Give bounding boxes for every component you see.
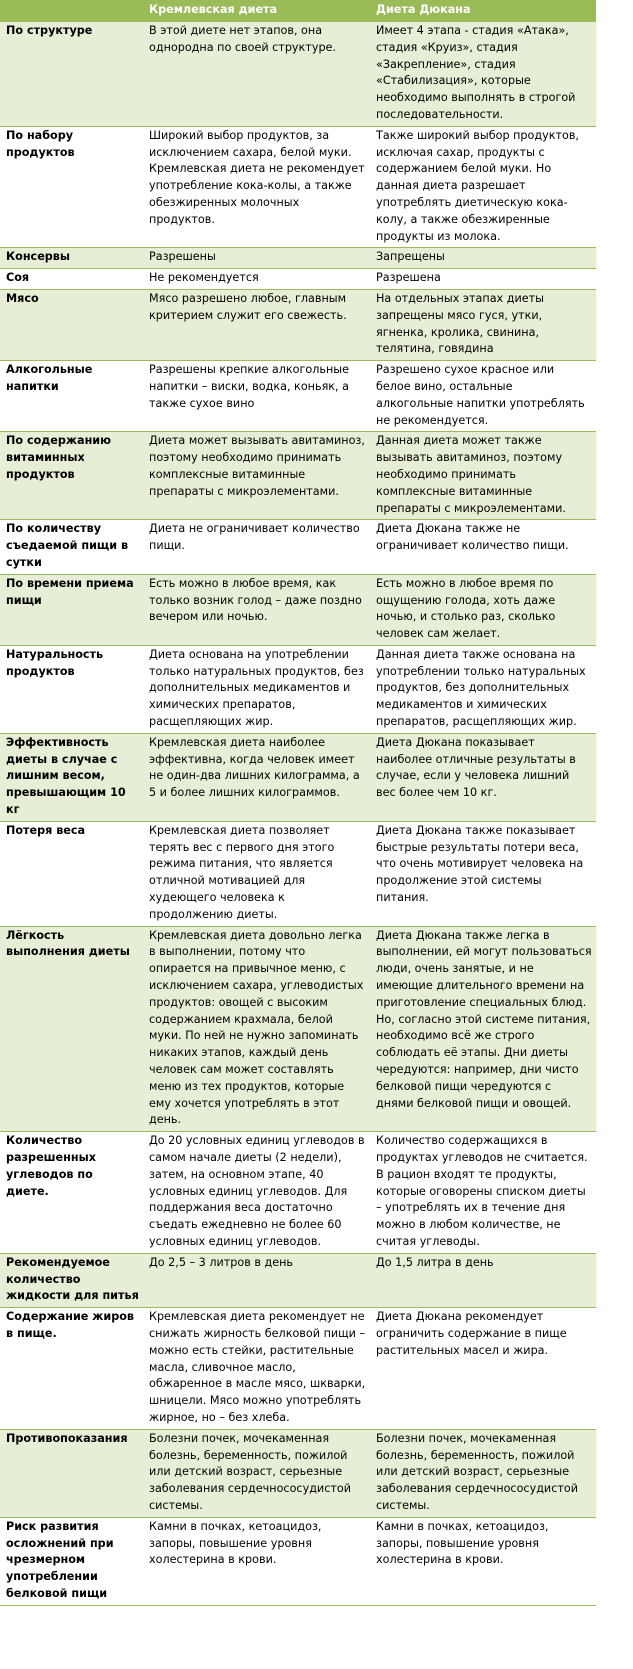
cell-kremlin: Разрешены bbox=[149, 250, 216, 264]
cell-dukan: Имеет 4 этапа - стадия «Атака», стадия «Круиз», стадия «Закрепление», стадия «Стабилизация», которые необходимо выполнять в строгой последовательности. bbox=[376, 24, 576, 121]
table-row bbox=[0, 361, 596, 432]
row-criterion: По времени приема пищи bbox=[6, 576, 134, 607]
cell-dukan: Болезни почек, мочекаменная болезнь, беременность, пожилой или детский возраст, серьезные заболевания сердечнососудистой системы. bbox=[376, 1431, 578, 1512]
row-criterion: Алкогольные напитки bbox=[6, 363, 93, 393]
cell-dukan: Диета Дюкана также не ограничивает количество пищи. bbox=[376, 522, 569, 553]
cell-dukan: На отдельных этапах диеты запрещены мясо гуся, утки, ягненка, кролика, свинина, телятина, говядина bbox=[376, 291, 544, 356]
row-criterion: Эффективность диеты в случае с лишним весом, превышающим 10 кг bbox=[6, 735, 126, 817]
table-row bbox=[0, 269, 596, 290]
cell-kremlin: Кремлевская диета довольно легка в выполнении, потому что опирается на привычное меню, с исключением сахара, углеводистых продуктов: овощей с высоким содержанием крахмала, белой муки. По ней не нужно запоминать никаких этапов, каждый день человек сам может составлять меню из тех продуктов, которые ему хочется употреблять в этот день. bbox=[149, 928, 364, 1127]
cell-kremlin: Диета может вызывать авитаминоз, поэтому необходимо принимать комплексные витаминные препараты с микроэлементами. bbox=[149, 434, 365, 498]
row-criterion: Натуральность продуктов bbox=[6, 647, 104, 678]
row-criterion: Консервы bbox=[6, 250, 70, 264]
table-row bbox=[0, 645, 596, 733]
table-row bbox=[0, 1517, 596, 1605]
cell-dukan: Диета Дюкана также показывает быстрые результаты потери веса, что очень мотивирует человека на продолжение этой системы питания. bbox=[376, 823, 584, 905]
cell-kremlin: До 2,5 – 3 литров в день bbox=[149, 1255, 294, 1269]
cell-kremlin: Разрешены крепкие алкогольные напитки – виски, водка, коньяк, а также сухое вино bbox=[149, 363, 350, 410]
table-row bbox=[0, 126, 596, 248]
cell-kremlin: Кремлевская диета позволяет терять вес с первого дня этого режима питания, что является отличной мотивацией для худеющего человека к продолжению диеты. bbox=[149, 823, 335, 921]
table-row bbox=[0, 821, 596, 926]
cell-kremlin: Болезни почек, мочекаменная болезнь, беременность, пожилой или детский возраст, серьезные заболевания сердечнососудистой системы. bbox=[149, 1431, 351, 1512]
table-row bbox=[0, 1308, 596, 1430]
table-header-row bbox=[0, 0, 596, 22]
table-row bbox=[0, 248, 596, 269]
cell-dukan: Диета Дюкана также легка в выполнении, ей могут пользоваться люди, очень занятые, и не имеющие длительного времени на приготовление специальных блюд. Но, согласно этой системе питания, необходимо всё же строго соблюдать её этапы. Дни диеты чередуются: например, дни чисто белковой пищи чередуются с днями белковой пищи и овощей. bbox=[376, 928, 592, 1110]
table-row bbox=[0, 520, 596, 574]
row-criterion: Содержание жиров в пище. bbox=[6, 1310, 135, 1340]
cell-dukan: Диета Дюкана показывает наиболее отличные результаты в случае, если у человека лишний вес более чем 10 кг. bbox=[376, 735, 576, 800]
cell-kremlin: До 20 условных единиц углеводов в самом начале диеты (2 недели), затем, на основном этапе, 40 условных единиц углеводов. Для поддержания веса достаточно съедать ежедневно не более 60 условных единиц углеводов. bbox=[149, 1134, 365, 1248]
row-criterion: По набору продуктов bbox=[6, 128, 75, 159]
cell-kremlin: Кремлевская диета наиболее эффективна, когда человек имеет не один-два лишних килограмма, а 5 и более лишних килограммов. bbox=[149, 735, 360, 800]
row-criterion: По содержанию витаминных продуктов bbox=[6, 434, 112, 481]
row-criterion: Соя bbox=[6, 271, 30, 285]
cell-kremlin: Диета не ограничивает количество пищи. bbox=[149, 522, 360, 553]
table-row bbox=[0, 1429, 596, 1517]
cell-dukan: Разрешена bbox=[376, 271, 441, 285]
header-kremlin-diet: Кремлевская диета bbox=[143, 0, 370, 22]
cell-kremlin: Камни в почках, кетоацидоз, запоры, повышение уровня холестерина в крови. bbox=[149, 1519, 322, 1567]
cell-kremlin: Не рекомендуется bbox=[149, 271, 259, 285]
cell-dukan: Данная диета может также вызывать авитаминоз, поэтому необходимо принимать комплексные витаминные препараты с микроэлементами. bbox=[376, 434, 566, 515]
cell-kremlin: В этой диете нет этапов, она однородна по своей структуре. bbox=[149, 24, 336, 54]
table-row bbox=[0, 1132, 596, 1254]
cell-kremlin: Диета основана на употреблении только натуральных продуктов, без дополнительных медикаментов и химических препаратов, расщепляющих жир. bbox=[149, 647, 364, 729]
row-criterion: Риск развития осложнений при чрезмерном употреблении белковой пищи bbox=[6, 1519, 114, 1600]
table-row bbox=[0, 432, 596, 520]
row-criterion: Лёгкость выполнения диеты bbox=[6, 928, 130, 959]
row-criterion: По структуре bbox=[6, 24, 93, 37]
table-row bbox=[0, 926, 596, 1132]
row-criterion: Рекомендуемое количество жидкости для питья bbox=[6, 1255, 139, 1303]
table-row bbox=[0, 22, 596, 127]
table-row bbox=[0, 289, 596, 360]
row-criterion: По количеству съедаемой пищи в сутки bbox=[6, 522, 129, 569]
cell-dukan: Запрещены bbox=[376, 250, 445, 264]
cell-dukan: Разрешено сухое красное или белое вино, остальные алкогольные напитки употреблять не рекомендуется. bbox=[376, 363, 585, 427]
cell-dukan: Есть можно в любое время по ощущению голода, хоть даже ночью, и столько раз, сколько человек сам желает. bbox=[376, 576, 556, 641]
cell-kremlin: Кремлевская диета рекомендует не снижать жирность белковой пищи – можно есть стейки, растительные масла, сливочное масло, обжаренное в масле мясо, шкварки, шницели. Мясо можно употреблять жирное, но – без хлеба. bbox=[149, 1310, 366, 1424]
cell-dukan: Диета Дюкана рекомендует ограничить содержание в пище растительных масел и жира. bbox=[376, 1310, 567, 1357]
header-dukan-diet: Диета Дюкана bbox=[370, 0, 596, 22]
cell-dukan: Количество содержащихся в продуктах углеводов не считается. В рацион входят те продукты, которые оговорены списком диеты – употреблять их в течение дня можно в любом количестве, не считая углеводы. bbox=[376, 1134, 588, 1248]
table-row bbox=[0, 733, 596, 821]
cell-kremlin: Мясо разрешено любое, главным критерием служит его свежесть. bbox=[149, 291, 347, 322]
header-criterion bbox=[0, 0, 143, 22]
cell-kremlin: Широкий выбор продуктов, за исключением сахара, белой муки. Кремлевская диета не рекомендует употребление кока-колы, а также обезжиренных молочных продуктов. bbox=[149, 128, 365, 226]
row-criterion: Противопоказания bbox=[6, 1431, 128, 1445]
cell-dukan: Также широкий выбор продуктов, исключая сахар, продукты с содержанием белой муки. Но данная диета разрешает употреблять диетическую кока-колу, а также обезжиренные продукты из молока. bbox=[376, 128, 579, 243]
row-criterion: Количество разрешенных углеводов по диете. bbox=[6, 1134, 96, 1198]
row-criterion: Потеря веса bbox=[6, 823, 86, 837]
cell-dukan: До 1,5 литра в день bbox=[376, 1255, 494, 1269]
cell-dukan: Данная диета также основана на употреблении только натуральных продуктов, без дополнительных медикаментов и химических препаратов, расщепляющих жир. bbox=[376, 647, 586, 729]
cell-dukan: Камни в почках, кетоацидоз, запоры, повышение уровня холестерина в крови. bbox=[376, 1519, 549, 1567]
table-row bbox=[0, 574, 596, 645]
row-criterion: Мясо bbox=[6, 291, 39, 305]
cell-kremlin: Есть можно в любое время, как только возник голод – даже поздно вечером или ночью. bbox=[149, 576, 362, 624]
table-row bbox=[0, 1253, 596, 1307]
